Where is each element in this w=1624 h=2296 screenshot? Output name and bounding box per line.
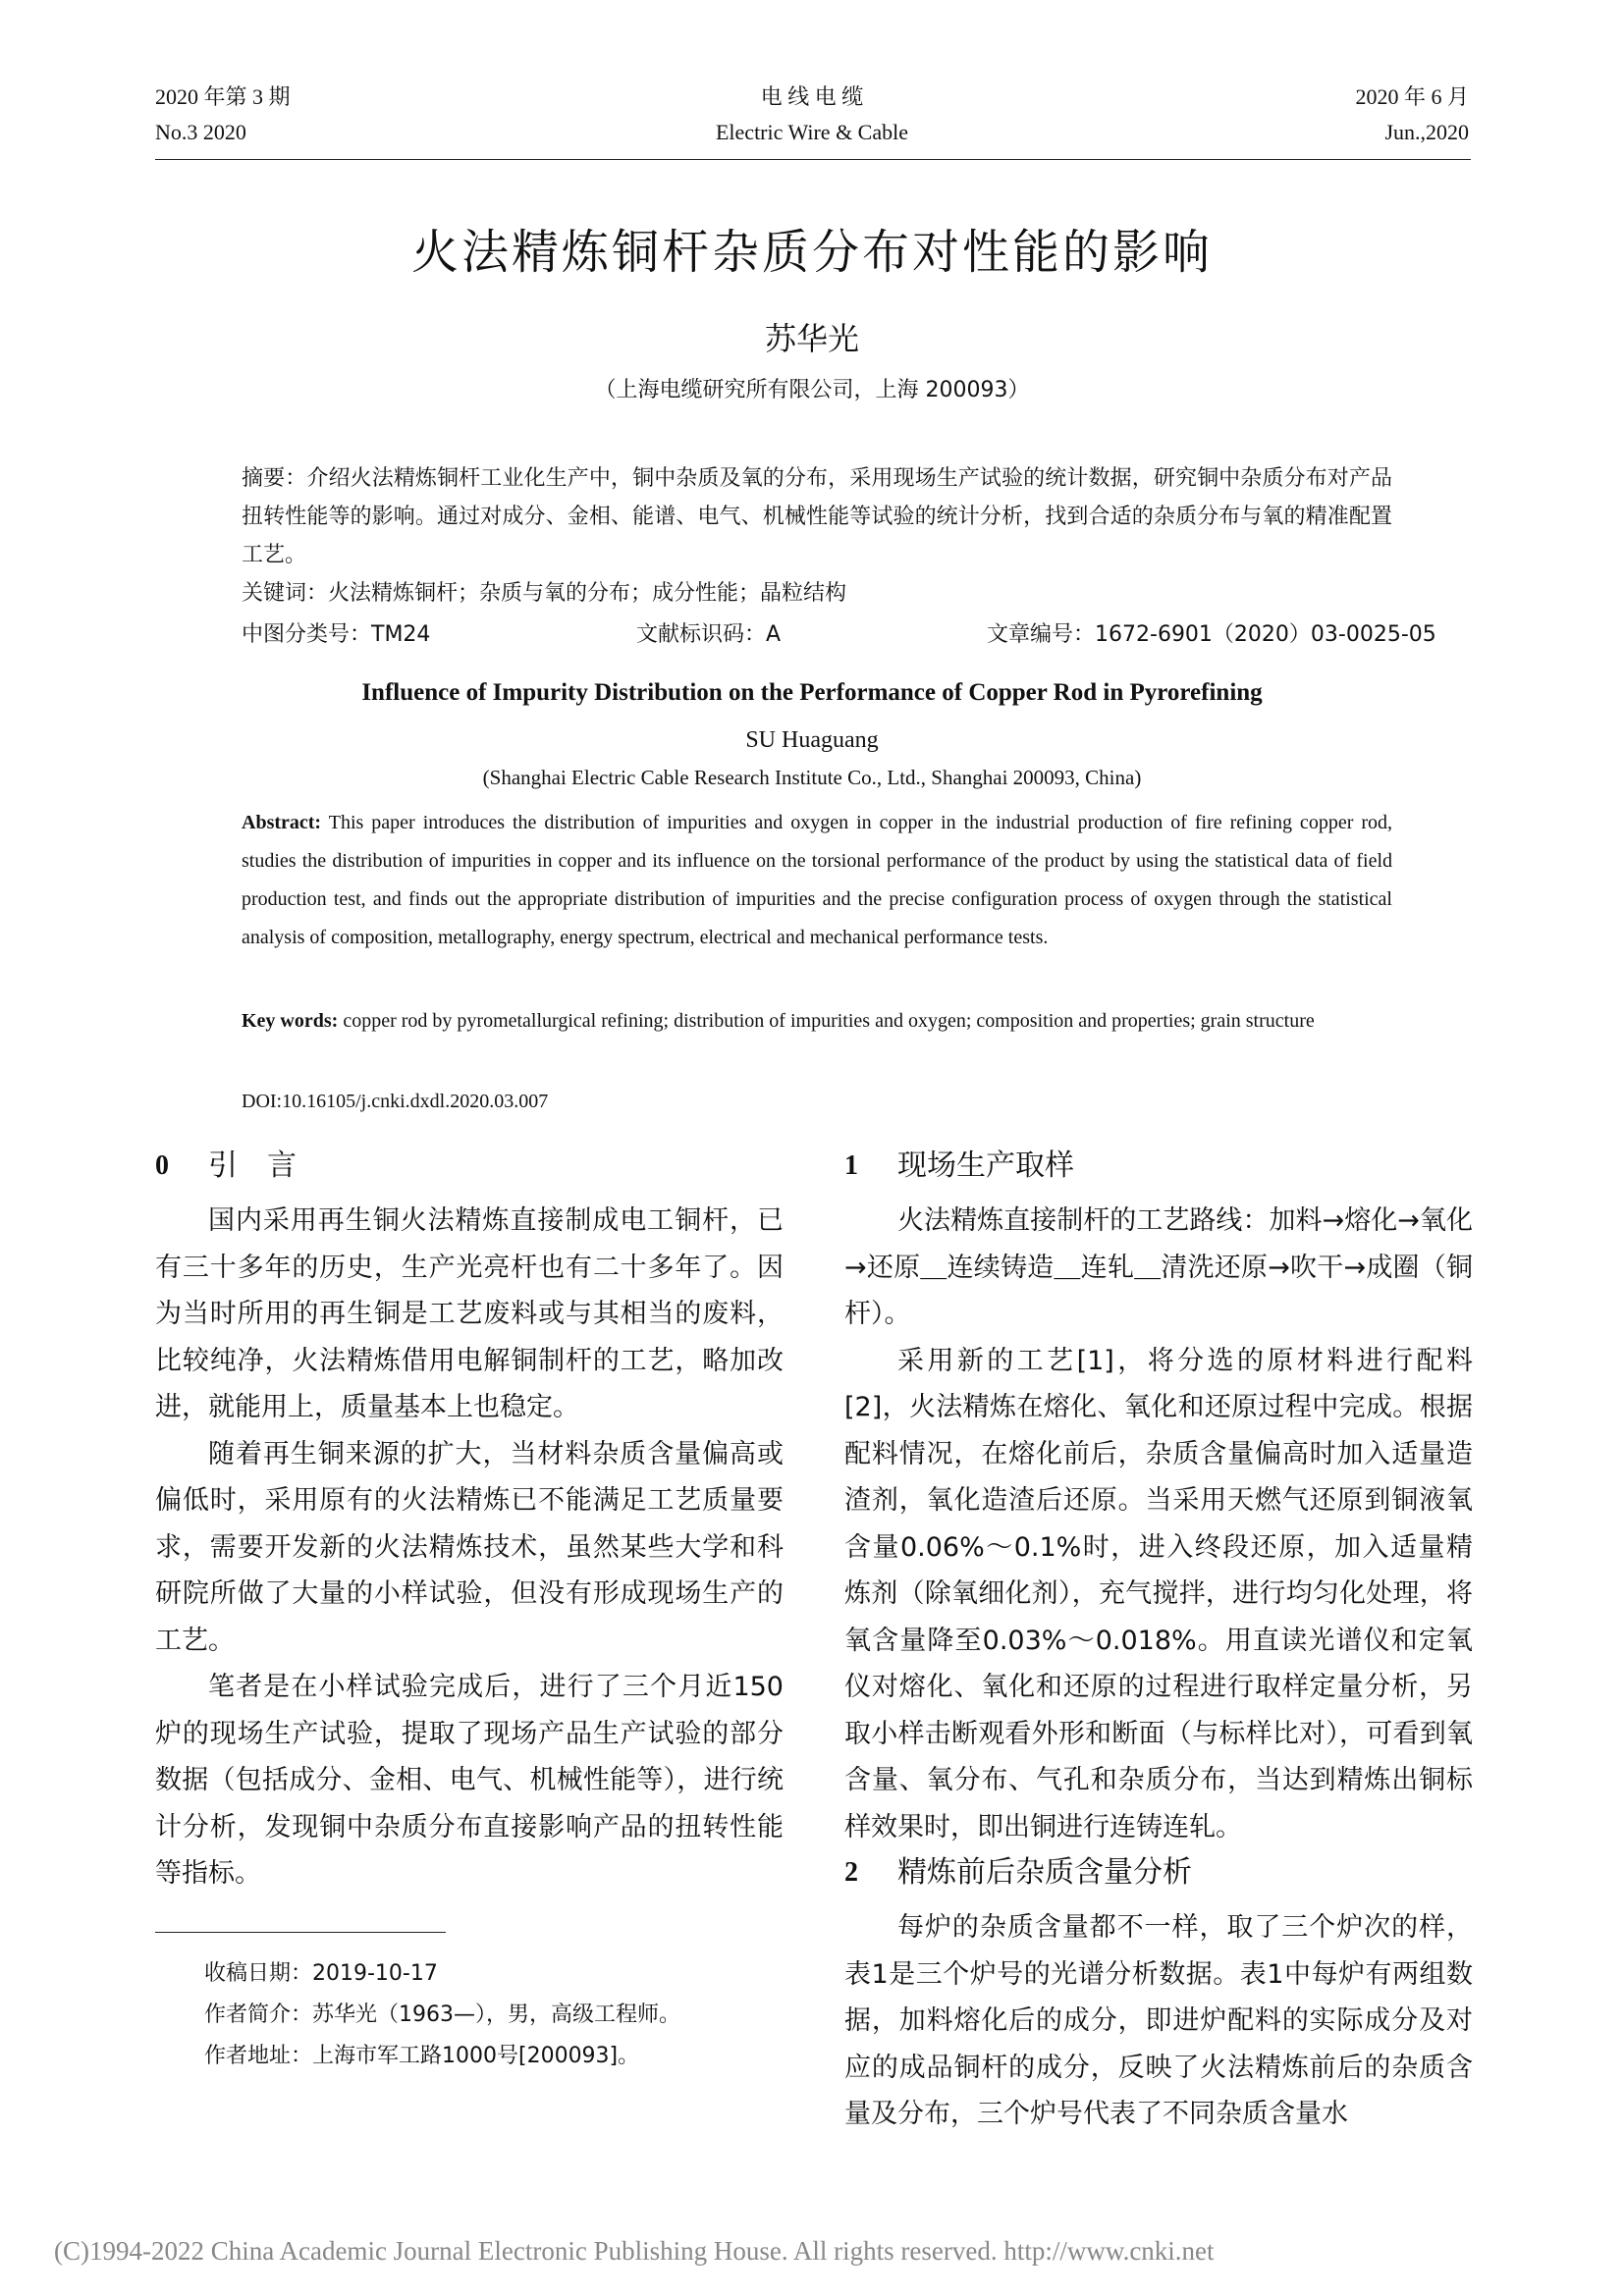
keywords-en-label: Key words: <box>242 1010 339 1032</box>
header-rule <box>155 159 1471 160</box>
clc-label: 中图分类号： <box>242 622 372 647</box>
section-0-number: 0 <box>155 1150 169 1181</box>
english-author: SU Huaguang <box>745 727 879 753</box>
footnote-rule <box>155 1932 446 1933</box>
paragraph: 每炉的杂质含量都不一样，取了三个炉次的样，表1是三个炉号的光谱分析数据。表1中每炉有两组数据，加料熔化后的成分，即进炉配料的实际成分及对应的成品铜杆的成分，反映了火法精炼前后的杂质含量及分布，三个炉号代表了不同杂质含量水 <box>844 1912 1473 2129</box>
author-bio: 作者简介：苏华光（1963—），男，高级工程师。 <box>204 2002 680 2027</box>
author-address: 作者地址：上海市军工路1000号[200093]。 <box>204 2044 640 2068</box>
section-1-body <box>844 1198 1473 1850</box>
abstract-cn-label: 摘要： <box>242 466 307 491</box>
abstract-en-text: This paper introduces the distribution of impurities and oxygen in copper in the industrial production of fire refining copper rod, studies the distribution of impurities in copper and its influence on the torsional performance of the product by using the statistical data of field production test, and finds out the appropriate distribution of impurities and the precise configuration process of oxygen through the statistical analysis of composition, metallography, energy spectrum, electrical and mechanical performance tests. <box>242 812 1393 948</box>
copyright-footer: (C)1994-2022 China Academic Journal Electronic Publishing House. All rights reserved. http://www.cnki.net <box>54 2236 1215 2266</box>
footnote <box>204 1953 754 2077</box>
abstract-cn-text: 介绍火法精炼铜杆工业化生产中，铜中杂质及氧的分布，采用现场生产试验的统计数据，研究铜中杂质分布对产品扭转性能等的影响。通过对成分、金相、能谱、电气、机械性能等试验的统计分析，找到合适的杂质分布与氧的精准配置工艺。 <box>242 466 1392 567</box>
section-2-body <box>844 1904 1473 2138</box>
section-2-title: 精炼前后杂质含量分析 <box>897 1855 1192 1890</box>
author-name: 苏华光 <box>764 320 859 357</box>
header-journal-cn: 电 线 电 缆 <box>760 84 864 109</box>
paragraph: 采用新的工艺[1]，将分选的原材料进行配料[2]，火法精炼在熔化、氧化和还原过程中完成。根据配料情况，在熔化前后，杂质含量偏高时加入适量造渣剂，氧化造渣后还原。当采用天燃气还原到铜液氧含量0.06%～0.1%时，进入终段还原，加入适量精炼剂（除氧细化剂），充气搅拌，进行均匀化处理，将氧含量降至0.03%～0.018%。用直读光谱仪和定氧仪对熔化、氧化和还原的过程进行取样定量分析，另取小样击断观看外形和断面（与标样比对），可看到氧含量、氧分布、气孔和杂质分布，当达到精炼出铜标样效果时，即出铜进行连铸连轧。 <box>844 1345 1473 1842</box>
keywords-en-text: copper rod by pyrometallurgical refining; distribution of impurities and oxygen; composition and properties; grain structure <box>343 1010 1315 1032</box>
document-code <box>636 615 781 654</box>
header-date-en: Jun.,2020 <box>1384 120 1469 144</box>
received-date: 收稿日期：2019-10-17 <box>204 1961 438 1986</box>
english-title: Influence of Impurity Distribution on the Performance of Copper Rod in Pyrorefining <box>361 679 1263 706</box>
header-journal-en: Electric Wire & Cable <box>715 120 908 144</box>
english-affiliation: (Shanghai Electric Cable Research Institute Co., Ltd., Shanghai 200093, China) <box>482 766 1142 789</box>
section-0-title: 引 言 <box>208 1148 297 1183</box>
paragraph: 火法精炼直接制杆的工艺路线：加料→熔化→氧化→还原＿连续铸造＿连轧＿清洗还原→吹干→成圈（铜杆）。 <box>844 1205 1473 1329</box>
keywords-cn <box>242 574 1392 613</box>
doc-label: 文献标识码： <box>636 622 767 647</box>
section-0-body <box>155 1198 784 1897</box>
paper-title: 火法精炼铜杆杂质分布对性能的影响 <box>410 225 1213 280</box>
header-issue-en: No.3 2020 <box>155 120 246 144</box>
author-affiliation: （上海电缆研究所有限公司，上海 200093） <box>594 378 1030 402</box>
section-1-number: 1 <box>844 1150 858 1181</box>
article-number <box>987 615 1436 654</box>
keywords-cn-text: 火法精炼铜杆；杂质与氧的分布；成分性能；晶粒结构 <box>328 581 847 606</box>
abstract-en <box>242 804 1392 957</box>
header-date-cn: 2020 年 6 月 <box>1355 84 1469 109</box>
doi: DOI:10.16105/j.cnki.dxdl.2020.03.007 <box>242 1091 549 1112</box>
section-2-number: 2 <box>844 1857 858 1888</box>
abstract-en-label: Abstract: <box>242 812 322 833</box>
clc-number <box>242 615 430 654</box>
paragraph: 国内采用再生铜火法精炼直接制成电工铜杆，已有三十多年的历史，生产光亮杆也有二十多年了。因为当时所用的再生铜是工艺废料或与其相当的废料，比较纯净，火法精炼借用电解铜制杆的工艺，略加改进，就能用上，质量基本上也稳定。 <box>155 1205 784 1422</box>
art-value: 1672-6901（2020）03-0025-05 <box>1095 622 1436 647</box>
abstract-cn <box>242 459 1392 574</box>
clc-value: TM24 <box>371 622 431 647</box>
section-1-title: 现场生产取样 <box>897 1148 1074 1183</box>
keywords-cn-label: 关键词： <box>242 581 329 606</box>
paragraph: 笔者是在小样试验完成后，进行了三个月近150炉的现场生产试验，提取了现场产品生产试验的部分数据（包括成分、金相、电气、机械性能等），进行统计分析，发现铜中杂质分布直接影响产品的扭转性能等指标。 <box>155 1672 784 1889</box>
paragraph: 随着再生铜来源的扩大，当材料杂质含量偏高或偏低时，采用原有的火法精炼已不能满足工艺质量要求，需要开发新的火法精炼技术，虽然某些大学和科研院所做了大量的小样试验，但没有形成现场生产的工艺。 <box>155 1438 784 1656</box>
art-label: 文章编号： <box>987 622 1096 647</box>
doc-value: A <box>766 622 782 647</box>
keywords-en <box>242 1002 1392 1041</box>
header-issue-cn: 2020 年第 3 期 <box>155 84 291 109</box>
